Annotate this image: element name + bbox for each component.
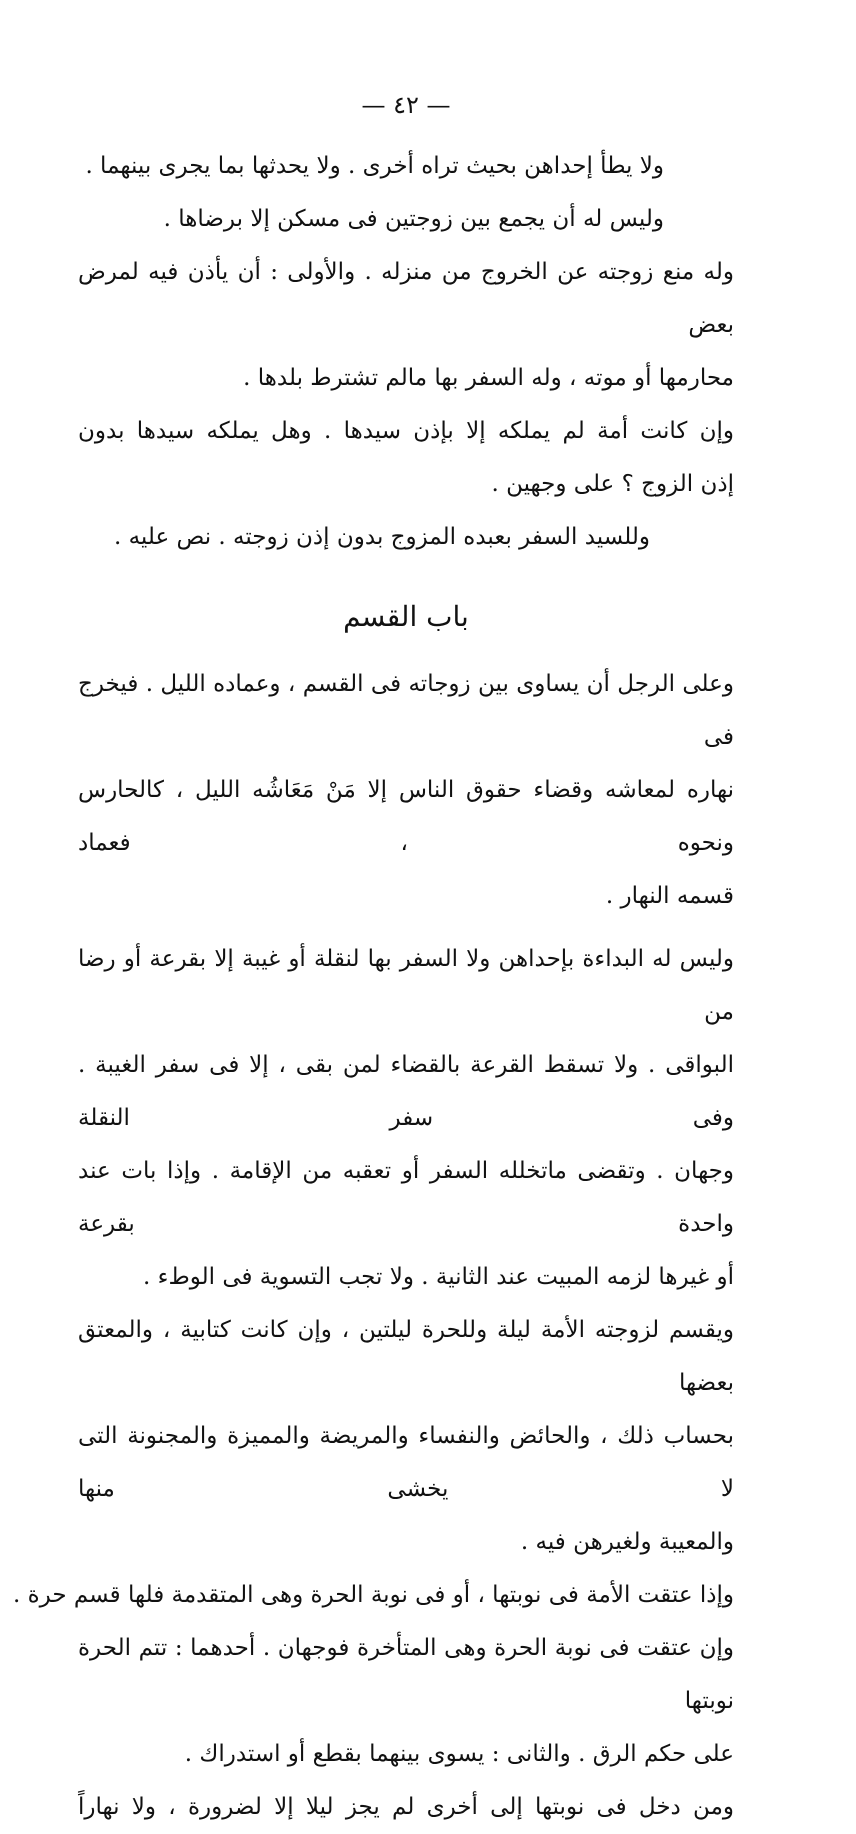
- text-line: قسمه النهار .: [605, 883, 734, 909]
- text-line: ومن دخل فى نوبتها إلى أخرى لم يجز ليلا إلا لضرورة ، ولا نهاراً: [78, 1794, 734, 1820]
- text-line: وعلى الرجل أن يساوى بين زوجاته فى القسم ، وعماده الليل . فيخرج فى: [78, 671, 734, 750]
- text-line: والمعيبة ولغيرهن فيه .: [520, 1529, 734, 1555]
- text-line: وللسيد السفر بعبده المزوج بدون إذن زوجته . نص عليه .: [113, 524, 650, 550]
- text-line: وليس له أن يجمع بين زوجتين فى مسكن إلا برضاها .: [163, 206, 664, 232]
- text-line: نهاره لمعاشه وقضاء حقوق الناس إلا مَنْ مَعَاشُه الليل ، كالحارس ونحوه ، فعماد: [78, 777, 734, 856]
- text-line: ولا يطأ إحداهن بحيث تراه أخرى . ولا يحدثها بما يجرى بينهما .: [85, 153, 664, 179]
- text-line: وليس له البداءة بإحداهن ولا السفر بها لنقلة أو غيبة إلا بقرعة أو رضا من: [78, 946, 734, 1025]
- book-page: [12, 90, 734, 1834]
- text-line: أو غيرها لزمه المبيت عند الثانية . ولا تجب التسوية فى الوطء .: [143, 1264, 734, 1290]
- text-line: وله منع زوجته عن الخروج من منزله . والأولى : أن يأذن فيه لمرض بعض: [78, 259, 734, 338]
- section-title: باب القسم: [343, 600, 469, 633]
- text-line: البواقى . ولا تسقط القرعة بالقضاء لمن بقى ، إلا فى سفر الغيبة . وفى سفر النقلة: [78, 1052, 734, 1131]
- text-line: على حكم الرق . والثانى : يسوى بينهما بقطع أو استدراك .: [184, 1741, 734, 1767]
- text-line: بحساب ذلك ، والحائض والنفساء والمريضة والمميزة والمجنونة التى لا يخشى منها: [78, 1423, 734, 1502]
- text-line: وجهان . وتقضى ماتخلله السفر أو تعقبه من الإقامة . وإذا بات عند واحدة بقرعة: [78, 1158, 734, 1237]
- text-line: وإذا عتقت الأمة فى نوبتها ، أو فى نوبة الحرة وهى المتقدمة فلها قسم حرة .: [12, 1582, 734, 1608]
- text-line: محارمها أو موته ، وله السفر بها مالم تشترط بلدها .: [243, 365, 734, 391]
- page-number: — ٤٢ —: [361, 91, 451, 119]
- text-line: ويقسم لزوجته الأمة ليلة وللحرة ليلتين ، وإن كانت كتابية ، والمعتق بعضها: [78, 1317, 734, 1396]
- text-line: وإن عتقت فى نوبة الحرة وهى المتأخرة فوجهان . أحدهما : تتم الحرة نوبتها: [78, 1635, 734, 1714]
- text-line: وإن كانت أمة لم يملكه إلا بإذن سيدها . وهل يملكه سيدها بدون: [78, 418, 734, 444]
- text-line: إذن الزوج ؟ على وجهين .: [491, 471, 734, 497]
